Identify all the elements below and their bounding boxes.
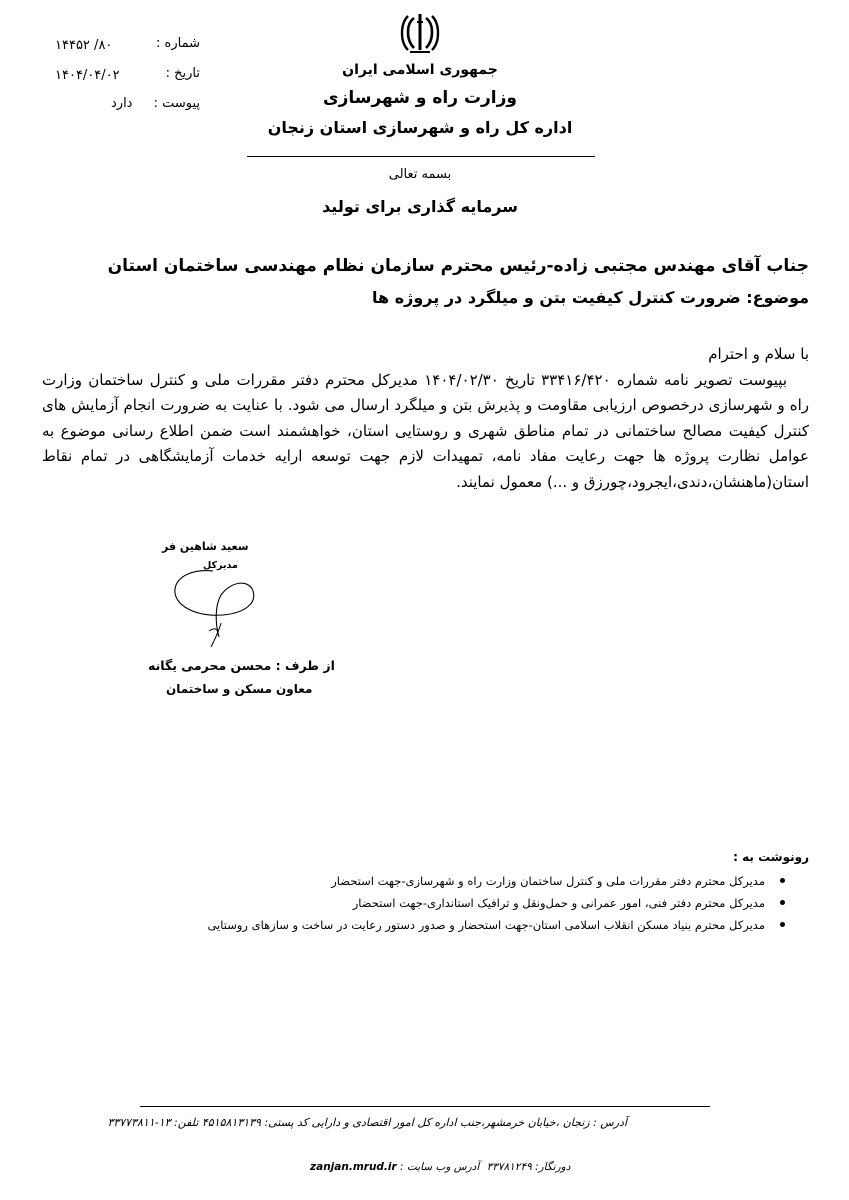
- recipient-line: جناب آقای مهندس مجتبی زاده-رئیس محترم سازمان نظام مهندسی ساختمان استان: [107, 256, 809, 276]
- ministry-name: وزارت راه و شهرسازی: [322, 88, 517, 108]
- signer-title: مدیرکل: [203, 560, 238, 571]
- from-title: معاون مسکن و ساختمان: [166, 682, 313, 696]
- letter-number-row: [55, 36, 200, 54]
- from-line: از طرف : محسن محرمی یگانه: [148, 658, 335, 673]
- slogan: سرمایه گذاری برای تولید: [322, 197, 518, 216]
- letter-number-value: ۸۰/ ۱۴۴۵۲: [55, 38, 113, 53]
- body-paragraph: بپیوست تصویر نامه شماره ۳۳۴۱۶/۴۲۰ تاریخ ۱۴۰۴/۰۲/۳۰ مدیرکل محترم دفتر مقررات ملی و کنترل ساختمان وزارت راه و شهرسازی درخصوص ارزیابی مقاومت و پذیرش بتن و میلگرد ارسال می شود. با عنایت به ضرورت انجام آزمایش های کنترل کیفیت مصالح ساختمانی در تمام مناطق شهری و روستایی استان، خواهشمند است ضمن اطلاع رسانی موضوع به عوامل نظارت پروژه ها جهت رعایت مفاد نامه، تمهیدات لازم جهت توسعه ارایه خدمات آزمایشگاهی در تمام نقاط استان(ماهنشان،دندی،ایجرود،چورزق و ...) معمول نمایند.: [42, 370, 809, 491]
- attachment-value: دارد: [111, 96, 133, 111]
- footer-divider: [140, 1106, 710, 1107]
- header-divider: [247, 156, 595, 157]
- letter-date-value: ۱۴۰۴/۰۴/۰۲: [55, 68, 120, 83]
- attachment-label: پیوست :: [153, 96, 200, 111]
- country-name: جمهوری اسلامی ایران: [342, 62, 498, 78]
- cc-item: مدیرکل محترم دفتر مقررات ملی و کنترل ساختمان وزارت راه و شهرسازی-جهت استحضار: [207, 870, 787, 892]
- fax-number: دورنگار: ۳۳۷۸۱۲۴۹: [486, 1161, 571, 1173]
- footer-web-line: [310, 1161, 570, 1173]
- greeting: با سلام و احترام: [708, 345, 809, 363]
- letter-number-label: شماره :: [156, 36, 200, 51]
- office-name: اداره کل راه و شهرسازی استان زنجان: [267, 118, 573, 137]
- handwritten-signature: [165, 565, 265, 660]
- attachment-row: [55, 96, 200, 114]
- signer-name: سعید شاهین فر: [162, 540, 249, 553]
- subject-line: موضوع: ضرورت کنترل کیفیت بتن و میلگرد در پروژه ها: [372, 288, 809, 307]
- letter-date-label: تاریخ :: [165, 66, 200, 81]
- website-label: آدرس وب سایت :: [400, 1161, 480, 1173]
- website-url: zanjan.mrud.ir: [310, 1161, 397, 1173]
- letter-body: [42, 342, 809, 495]
- cc-list: [207, 870, 787, 936]
- cc-title: رونوشت به :: [733, 850, 809, 864]
- letter-date-row: [55, 66, 200, 84]
- cc-item: مدیرکل محترم دفتر فنی، امور عمرانی و حمل‌ونقل و ترافیک استانداری-جهت استحضار: [207, 892, 787, 914]
- iran-emblem-icon: [400, 12, 440, 54]
- cc-item: مدیرکل محترم بنیاد مسکن انقلاب اسلامی استان-جهت استحضار و صدور دستور رعایت در ساخت و سازهای روستایی: [207, 914, 787, 936]
- basmala: بسمه تعالی: [388, 167, 452, 182]
- footer-address: آدرس : زنجان ،خیابان خرمشهر،جنب اداره کل امور اقتصادی و دارایی کد پستی: ۴۵۱۵۸۱۳۱۳۹ تلفن: ۱۳-۳۳۷۷۳۸۱۱: [107, 1116, 627, 1129]
